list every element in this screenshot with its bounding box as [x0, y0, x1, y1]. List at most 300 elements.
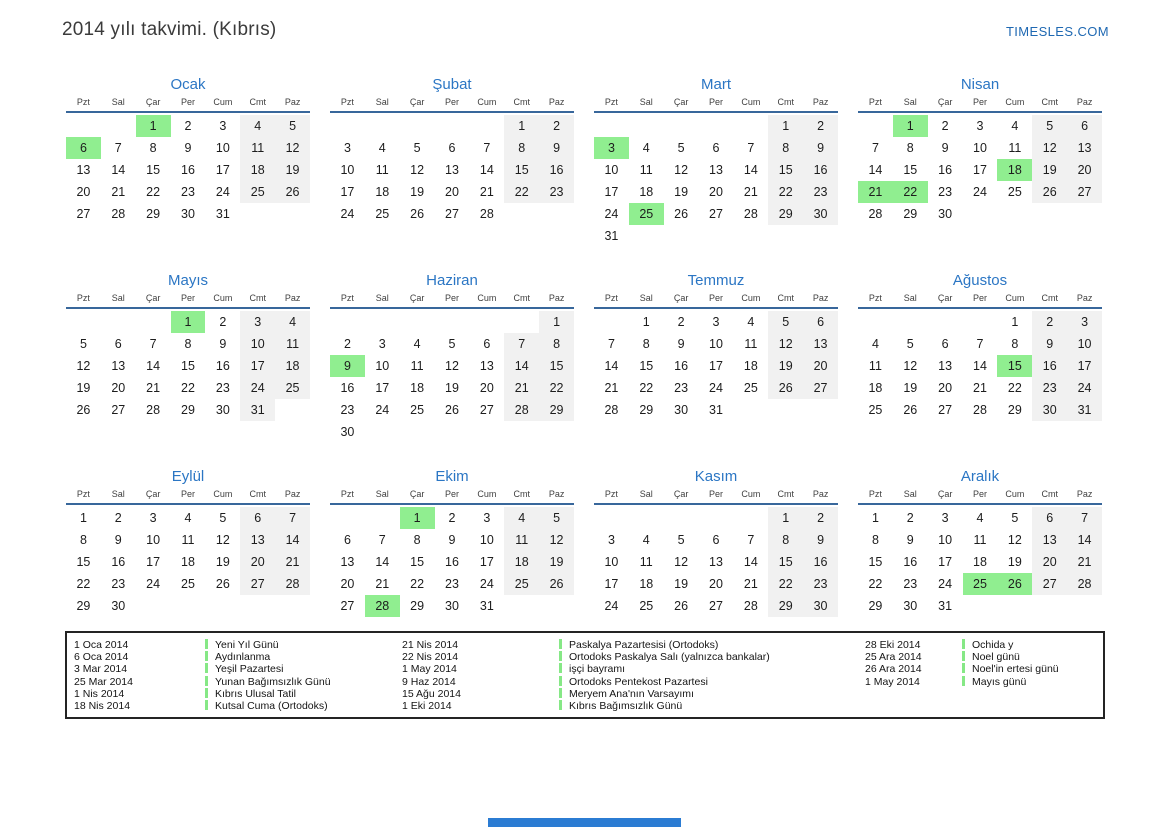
day-cell: [858, 115, 893, 137]
month-title: Nisan: [960, 76, 1000, 93]
day-cell: 7: [149, 337, 157, 351]
day-cell: 3: [607, 533, 615, 547]
day-cell: 3: [240, 311, 275, 333]
day-cell: [504, 311, 539, 333]
day-cell: 15: [768, 159, 803, 181]
day-cell: 17: [240, 355, 275, 377]
day-cell: 11: [410, 359, 424, 373]
legend-holiday-name: Meryem Ana'nın Varsayımı: [569, 687, 694, 700]
dow-header: Paz: [1076, 97, 1093, 107]
day-cell: [504, 421, 539, 443]
day-cell: 25: [1007, 185, 1022, 199]
day-cell: 13: [709, 555, 723, 569]
day-cell: 3: [1067, 311, 1102, 333]
legend-holiday-name: Ortodoks Pentekost Pazartesi: [569, 675, 708, 688]
day-cell: 22: [504, 181, 539, 203]
day-cell: 4: [184, 511, 192, 525]
day-cell: 16: [539, 159, 574, 181]
holiday-marker-icon: [962, 639, 965, 649]
day-cell: [435, 311, 470, 333]
day-cell: 21: [858, 181, 893, 203]
dow-header: Cmt: [249, 489, 266, 499]
legend-dates-column: [74, 639, 205, 717]
day-cell: [539, 421, 574, 443]
day-cell: 6: [448, 141, 456, 155]
day-cell: 22: [768, 181, 803, 203]
day-cell: 26: [215, 577, 230, 591]
dow-header: Cum: [477, 489, 497, 499]
day-cell: [699, 115, 734, 137]
day-cell: 21: [743, 577, 758, 591]
day-cell: 15: [868, 555, 883, 569]
day-cell: 27: [1067, 181, 1102, 203]
day-cell: 15: [146, 163, 161, 177]
dow-header: Cmt: [777, 489, 794, 499]
day-cell: 15: [539, 355, 574, 377]
dow-header-row: [594, 489, 838, 505]
day-cell: [803, 225, 838, 247]
day-cell: 27: [803, 377, 838, 399]
day-cell: 20: [938, 381, 953, 395]
day-cell: 31: [215, 207, 230, 221]
day-cell: 12: [76, 359, 91, 373]
day-cell: 6: [712, 533, 720, 547]
dow-header: Pzt: [604, 293, 618, 303]
day-cell: 18: [375, 185, 390, 199]
dow-header-row: [858, 293, 1102, 309]
day-cell: 1: [768, 115, 803, 137]
site-link[interactable]: TIMESLES.COM: [1005, 24, 1109, 39]
day-cell: 25: [240, 181, 275, 203]
day-cell: 29: [146, 207, 161, 221]
day-cell: 4: [642, 533, 650, 547]
day-cell: [275, 399, 310, 421]
day-cell: 26: [445, 403, 459, 417]
day-cell: 24: [1067, 377, 1102, 399]
dow-header-row: [330, 97, 574, 113]
day-cell: 10: [604, 163, 619, 177]
day-cell: 20: [803, 355, 838, 377]
day-cell: 27: [479, 403, 494, 417]
day-cell: [963, 311, 998, 333]
day-cell: 16: [803, 159, 838, 181]
legend-date: 25 Ara 2014: [865, 651, 922, 664]
month-title: Mart: [701, 76, 731, 93]
day-cell: 27: [709, 207, 723, 221]
day-cell: 9: [803, 529, 838, 551]
dow-header: Cum: [1005, 293, 1025, 303]
day-cell: 24: [604, 599, 619, 613]
day-cell: 4: [504, 507, 539, 529]
day-cell: 23: [803, 573, 838, 595]
dow-header: Paz: [812, 293, 829, 303]
day-cell: 26: [903, 403, 918, 417]
day-cell: 29: [410, 599, 425, 613]
day-cell: 16: [340, 381, 355, 395]
day-cell: 8: [149, 141, 157, 155]
day-cell: 15: [181, 359, 195, 373]
dow-header: Çar: [145, 97, 161, 107]
day-cell: 4: [240, 115, 275, 137]
legend-holiday-name: Kutsal Cuma (Ortodoks): [215, 700, 328, 713]
day-cell: 3: [976, 119, 984, 133]
day-cell: 23: [803, 181, 838, 203]
day-cell: 5: [539, 507, 574, 529]
day-cell: [733, 115, 768, 137]
day-cell: [101, 311, 136, 333]
day-cell: 2: [803, 507, 838, 529]
month-days: [330, 115, 574, 225]
dow-header: Paz: [1076, 489, 1093, 499]
dow-header: Per: [708, 293, 723, 303]
day-cell: 24: [240, 377, 275, 399]
day-cell: 14: [275, 529, 310, 551]
holiday-legend: [65, 631, 1105, 719]
month-days: [858, 311, 1102, 421]
dow-header: Per: [708, 489, 723, 499]
day-cell: 6: [66, 137, 101, 159]
dow-header: Sal: [639, 489, 653, 499]
day-cell: [400, 311, 435, 333]
day-cell: 17: [973, 163, 987, 177]
day-cell: 18: [997, 159, 1032, 181]
day-cell: 5: [677, 141, 685, 155]
day-cell: 8: [184, 337, 192, 351]
day-cell: [594, 115, 629, 137]
day-cell: 27: [1032, 573, 1067, 595]
day-cell: 11: [240, 137, 275, 159]
legend-date: 18 Nis 2014: [74, 700, 131, 713]
day-cell: [768, 399, 803, 421]
day-cell: 1: [171, 311, 206, 333]
day-cell: 20: [111, 381, 126, 395]
day-cell: 27: [938, 403, 953, 417]
dow-header: Per: [444, 97, 459, 107]
day-cell: 14: [479, 163, 494, 177]
legend-holiday-name: işçi bayramı: [569, 663, 626, 676]
dow-header: Sal: [639, 293, 653, 303]
day-cell: 25: [639, 599, 654, 613]
day-cell: 14: [743, 163, 758, 177]
dow-header: Paz: [548, 97, 565, 107]
day-cell: 17: [479, 555, 494, 569]
day-cell: 11: [504, 529, 539, 551]
day-cell: 12: [1032, 137, 1067, 159]
day-cell: 28: [1067, 573, 1102, 595]
day-cell: 21: [479, 185, 494, 199]
dow-header: Per: [180, 97, 195, 107]
dow-header: Paz: [284, 97, 301, 107]
day-cell: 15: [903, 163, 918, 177]
day-cell: 24: [604, 207, 619, 221]
day-cell: [1032, 203, 1067, 225]
day-cell: 8: [906, 141, 914, 155]
day-cell: 12: [539, 529, 574, 551]
dow-header: Çar: [409, 97, 425, 107]
day-cell: 3: [149, 511, 157, 525]
month-title: Aralık: [960, 468, 1000, 485]
day-cell: 23: [111, 577, 126, 591]
day-cell: 12: [215, 533, 230, 547]
day-cell: 11: [744, 337, 758, 351]
day-cell: [664, 225, 699, 247]
holiday-marker-icon: [962, 651, 965, 661]
dow-header: Per: [972, 489, 987, 499]
legend-date: 25 Mar 2014: [74, 675, 133, 688]
day-cell: [594, 311, 629, 333]
dow-header: Cum: [213, 489, 233, 499]
day-cell: 20: [340, 577, 355, 591]
day-cell: 7: [504, 333, 539, 355]
month-title: Ocak: [170, 76, 206, 93]
day-cell: 9: [219, 337, 227, 351]
day-cell: 7: [871, 141, 879, 155]
day-cell: 18: [639, 185, 654, 199]
day-cell: 30: [111, 599, 126, 613]
dow-header: Paz: [548, 489, 565, 499]
day-cell: [963, 595, 998, 617]
day-cell: 20: [76, 185, 91, 199]
day-cell: 1: [136, 115, 171, 137]
month-block: [330, 467, 574, 643]
day-cell: 12: [275, 137, 310, 159]
day-cell: 26: [275, 181, 310, 203]
day-cell: 8: [1011, 337, 1019, 351]
day-cell: 8: [413, 533, 421, 547]
dow-header: Çar: [937, 293, 953, 303]
day-cell: 26: [539, 573, 574, 595]
day-cell: 19: [1032, 159, 1067, 181]
day-cell: [629, 115, 664, 137]
day-cell: 14: [868, 163, 883, 177]
day-cell: 22: [868, 577, 883, 591]
day-cell: 7: [114, 141, 122, 155]
day-cell: 5: [448, 337, 456, 351]
day-cell: 3: [712, 315, 720, 329]
day-cell: 13: [1067, 137, 1102, 159]
day-cell: 15: [768, 551, 803, 573]
day-cell: [803, 399, 838, 421]
day-cell: 8: [79, 533, 87, 547]
day-cell: 10: [240, 333, 275, 355]
day-cell: 25: [181, 577, 195, 591]
legend-entry: [205, 676, 402, 688]
day-cell: [330, 507, 365, 529]
day-cell: 21: [275, 551, 310, 573]
dow-header: Sal: [903, 97, 917, 107]
day-cell: 17: [375, 381, 390, 395]
day-cell: 3: [219, 119, 227, 133]
day-cell: 13: [479, 359, 494, 373]
day-cell: 12: [410, 163, 425, 177]
month-days: [858, 507, 1102, 617]
day-cell: 28: [973, 403, 987, 417]
day-cell: 7: [275, 507, 310, 529]
day-cell: 22: [146, 185, 161, 199]
dow-header: Pzt: [76, 97, 90, 107]
month-days: [594, 311, 838, 421]
dow-header-row: [858, 97, 1102, 113]
day-cell: 2: [803, 115, 838, 137]
day-cell: 18: [973, 555, 987, 569]
dow-header: Pzt: [76, 293, 90, 303]
legend-date: 1 Nis 2014: [74, 687, 125, 700]
day-cell: 23: [445, 577, 459, 591]
dow-header: Sal: [375, 489, 389, 499]
day-cell: 3: [378, 337, 386, 351]
day-cell: 29: [868, 599, 883, 613]
legend-entry: [205, 700, 402, 712]
dow-header: Per: [444, 293, 459, 303]
day-cell: 17: [709, 359, 723, 373]
day-cell: [435, 115, 470, 137]
day-cell: 22: [639, 381, 654, 395]
month-days: [330, 507, 574, 617]
day-cell: 23: [903, 577, 918, 591]
day-cell: [435, 421, 470, 443]
legend-entry: [559, 688, 865, 700]
dow-header: Çar: [409, 293, 425, 303]
day-cell: 13: [240, 529, 275, 551]
dow-header-row: [330, 489, 574, 505]
day-cell: 12: [903, 359, 918, 373]
dow-header: Çar: [937, 97, 953, 107]
dow-header-row: [66, 97, 310, 113]
day-cell: 22: [768, 573, 803, 595]
day-cell: 10: [709, 337, 723, 351]
dow-header: Çar: [937, 489, 953, 499]
dow-header: Cum: [741, 489, 761, 499]
month-title: Mayıs: [167, 272, 208, 289]
month-block: [330, 75, 574, 251]
legend-names-column: [962, 639, 1103, 717]
day-cell: [629, 507, 664, 529]
day-cell: 20: [445, 185, 459, 199]
day-cell: 10: [215, 141, 230, 155]
day-cell: 1: [871, 511, 879, 525]
day-cell: 8: [768, 137, 803, 159]
day-cell: 23: [674, 381, 689, 395]
dow-header: Sal: [903, 489, 917, 499]
day-cell: [101, 115, 136, 137]
day-cell: 18: [868, 381, 883, 395]
day-cell: 12: [445, 359, 459, 373]
footer-bar[interactable]: [488, 818, 681, 827]
day-cell: 28: [479, 207, 494, 221]
day-cell: 9: [114, 533, 122, 547]
month-block: [858, 467, 1102, 643]
day-cell: 7: [378, 533, 386, 547]
month-title: Kasım: [694, 468, 738, 485]
day-cell: [171, 595, 206, 617]
day-cell: 7: [976, 337, 984, 351]
day-cell: 17: [938, 555, 953, 569]
day-cell: 30: [803, 203, 838, 225]
dow-header: Sal: [375, 97, 389, 107]
day-cell: 28: [146, 403, 161, 417]
day-cell: 31: [479, 599, 494, 613]
day-cell: 26: [76, 403, 91, 417]
day-cell: 14: [146, 359, 161, 373]
dow-header: Çar: [409, 489, 425, 499]
legend-names-column: [205, 639, 402, 717]
day-cell: 30: [803, 595, 838, 617]
day-cell: 15: [76, 555, 91, 569]
legend-date: 1 May 2014: [865, 675, 920, 688]
day-cell: 28: [504, 399, 539, 421]
day-cell: 22: [181, 381, 195, 395]
month-title: Şubat: [432, 76, 472, 93]
day-cell: 14: [375, 555, 390, 569]
holiday-marker-icon: [205, 700, 208, 710]
day-cell: 31: [604, 229, 619, 243]
day-cell: 5: [1032, 115, 1067, 137]
day-cell: 11: [868, 359, 882, 373]
day-cell: [997, 203, 1032, 225]
day-cell: 26: [1032, 181, 1067, 203]
legend-holiday-name: Mayıs günü: [972, 675, 1027, 688]
day-cell: 13: [709, 163, 723, 177]
day-cell: 25: [375, 207, 390, 221]
dow-header-row: [858, 489, 1102, 505]
day-cell: 31: [240, 399, 275, 421]
day-cell: 29: [1007, 403, 1022, 417]
day-cell: 30: [215, 403, 230, 417]
day-cell: 24: [479, 577, 494, 591]
month-title: Eylül: [171, 468, 205, 485]
day-cell: 31: [938, 599, 953, 613]
legend-date: 1 Eki 2014: [402, 700, 452, 713]
month-days: [66, 311, 310, 421]
day-cell: 27: [240, 573, 275, 595]
legend-holiday-name: Ochida y: [972, 639, 1014, 651]
day-cell: 20: [709, 185, 723, 199]
day-cell: 14: [973, 359, 987, 373]
legend-holiday-name: Aydınlanma: [215, 651, 271, 664]
dow-header: Per: [180, 293, 195, 303]
day-cell: 26: [674, 599, 689, 613]
day-cell: 28: [365, 595, 400, 617]
day-cell: 26: [674, 207, 689, 221]
day-cell: 19: [76, 381, 91, 395]
day-cell: 10: [375, 359, 390, 373]
day-cell: [1067, 203, 1102, 225]
day-cell: 1: [79, 511, 87, 525]
month-title: Ekim: [435, 468, 469, 485]
day-cell: 20: [1032, 551, 1067, 573]
day-cell: 2: [677, 315, 685, 329]
month-block: [858, 271, 1102, 447]
day-cell: 17: [146, 555, 161, 569]
legend-date: 15 Ağu 2014: [402, 687, 461, 700]
day-cell: 6: [483, 337, 491, 351]
day-cell: 11: [639, 163, 653, 177]
dow-header: Cmt: [249, 97, 266, 107]
day-cell: 4: [378, 141, 386, 155]
day-cell: 3: [941, 511, 949, 525]
day-cell: 3: [594, 137, 629, 159]
legend-entry: [962, 639, 1103, 651]
legend-holiday-name: Yeni Yıl Günü: [215, 639, 279, 651]
legend-entry: [559, 651, 865, 663]
dow-header: Sal: [111, 489, 125, 499]
legend-dates-column: [402, 639, 559, 717]
day-cell: 9: [677, 337, 685, 351]
day-cell: 6: [712, 141, 720, 155]
legend-entry: [559, 663, 865, 675]
day-cell: 22: [893, 181, 928, 203]
dow-header: Paz: [1076, 293, 1093, 303]
